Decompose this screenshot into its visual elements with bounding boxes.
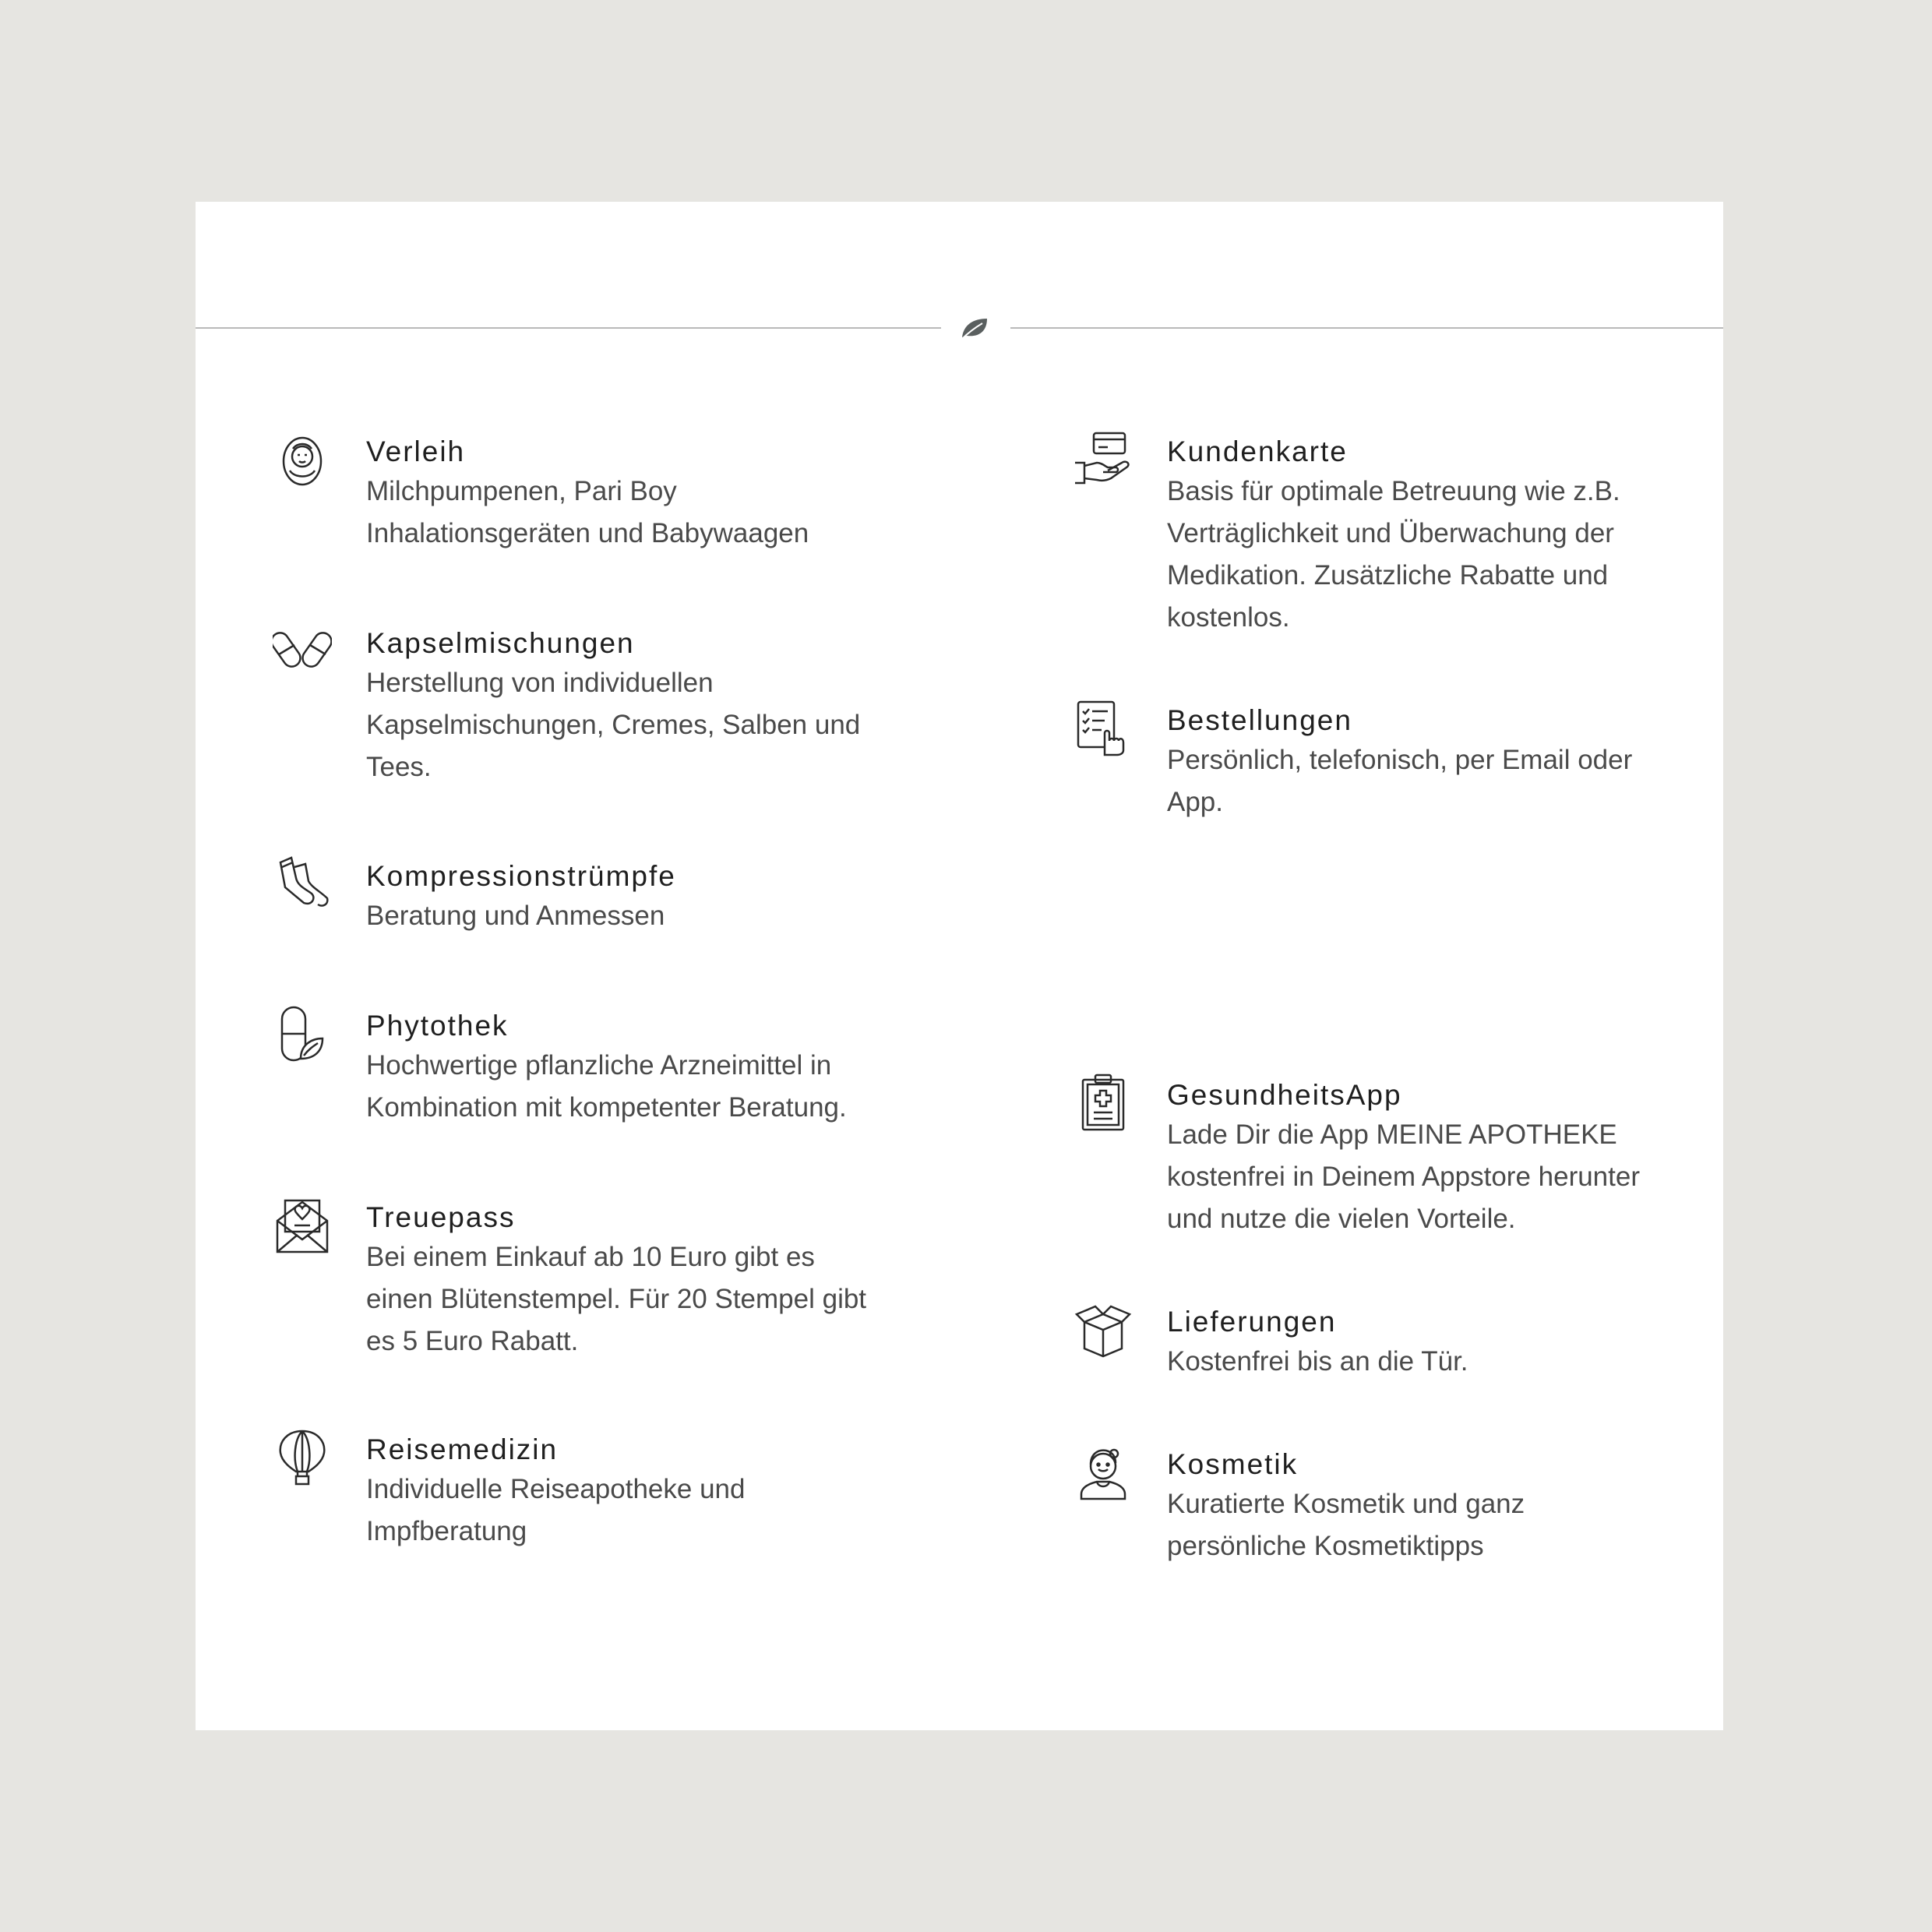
capsule-leaf-icon <box>273 1004 332 1063</box>
service-title: Kosmetik <box>1167 1448 1299 1480</box>
service-phytothek <box>366 1007 896 1129</box>
service-title: Reisemedizin <box>366 1433 559 1465</box>
clipboard-medical-icon <box>1074 1074 1133 1133</box>
woman-flower-icon <box>1074 1443 1133 1502</box>
service-title: Kapselmischungen <box>366 627 635 659</box>
service-title: GesundheitsApp <box>1167 1079 1402 1111</box>
service-kompressionstruempfe <box>366 858 896 937</box>
service-description: Individuelle Reiseapotheke und Impfberatung <box>366 1474 746 1546</box>
service-description: Herstellung von individuellen Kapselmischungen, Cremes, Salben und Tees. <box>366 668 861 782</box>
service-kapselmischungen <box>366 625 896 788</box>
service-reisemedizin <box>366 1431 896 1553</box>
service-description: Milchpumpenen, Pari Boy Inhalationsgeräten und Babywaagen <box>366 476 809 548</box>
capsules-icon <box>273 622 332 681</box>
box-icon <box>1074 1300 1133 1359</box>
service-description: Basis für optimale Betreuung wie z.B. Verträglichkeit und Überwachung der Medikation. Zusätzliche Rabatte und kostenlos. <box>1167 476 1620 633</box>
service-description: Kostenfrei bis an die Tür. <box>1167 1346 1468 1377</box>
service-description: Beratung und Anmessen <box>366 901 665 931</box>
section-divider <box>196 320 1723 336</box>
envelope-heart-icon <box>273 1196 332 1255</box>
service-title: Kundenkarte <box>1167 435 1348 467</box>
service-title: Bestellungen <box>1167 704 1352 736</box>
divider-line-right <box>1010 327 1723 329</box>
service-title: Verleih <box>366 435 466 467</box>
service-kosmetik <box>1167 1446 1697 1567</box>
leaf-icon <box>959 316 990 340</box>
service-description: Lade Dir die App MEINE APOTHEKE kostenfrei in Deinem Appstore herunter und nutze die vielen Vorteile. <box>1167 1119 1640 1234</box>
service-treuepass <box>366 1199 896 1363</box>
service-title: Kompressionstrümpfe <box>366 860 676 892</box>
service-title: Lieferungen <box>1167 1306 1337 1338</box>
service-description: Kuratierte Kosmetik und ganz persönliche Kosmetiktipps <box>1167 1489 1525 1561</box>
service-kundenkarte <box>1167 433 1697 639</box>
service-lieferungen <box>1167 1303 1697 1383</box>
services-card <box>196 202 1723 1730</box>
service-gesundheitsapp <box>1167 1077 1697 1240</box>
card-hand-icon <box>1074 430 1133 489</box>
baby-icon <box>273 430 332 489</box>
service-description: Bei einem Einkauf ab 10 Euro gibt es einen Blütenstempel. Für 20 Stempel gibt es 5 Euro Rabatt. <box>366 1242 867 1356</box>
checklist-touch-icon <box>1074 699 1133 758</box>
service-description: Persönlich, telefonisch, per Email oder App. <box>1167 745 1633 817</box>
balloon-icon <box>273 1428 332 1487</box>
service-verleih <box>366 433 896 555</box>
service-title: Phytothek <box>366 1010 509 1042</box>
divider-line-left <box>196 327 941 329</box>
socks-icon <box>273 855 332 914</box>
service-title: Treuepass <box>366 1201 516 1233</box>
service-description: Hochwertige pflanzliche Arzneimittel in Kombination mit kompetenter Beratung. <box>366 1050 847 1123</box>
service-bestellungen <box>1167 702 1697 823</box>
